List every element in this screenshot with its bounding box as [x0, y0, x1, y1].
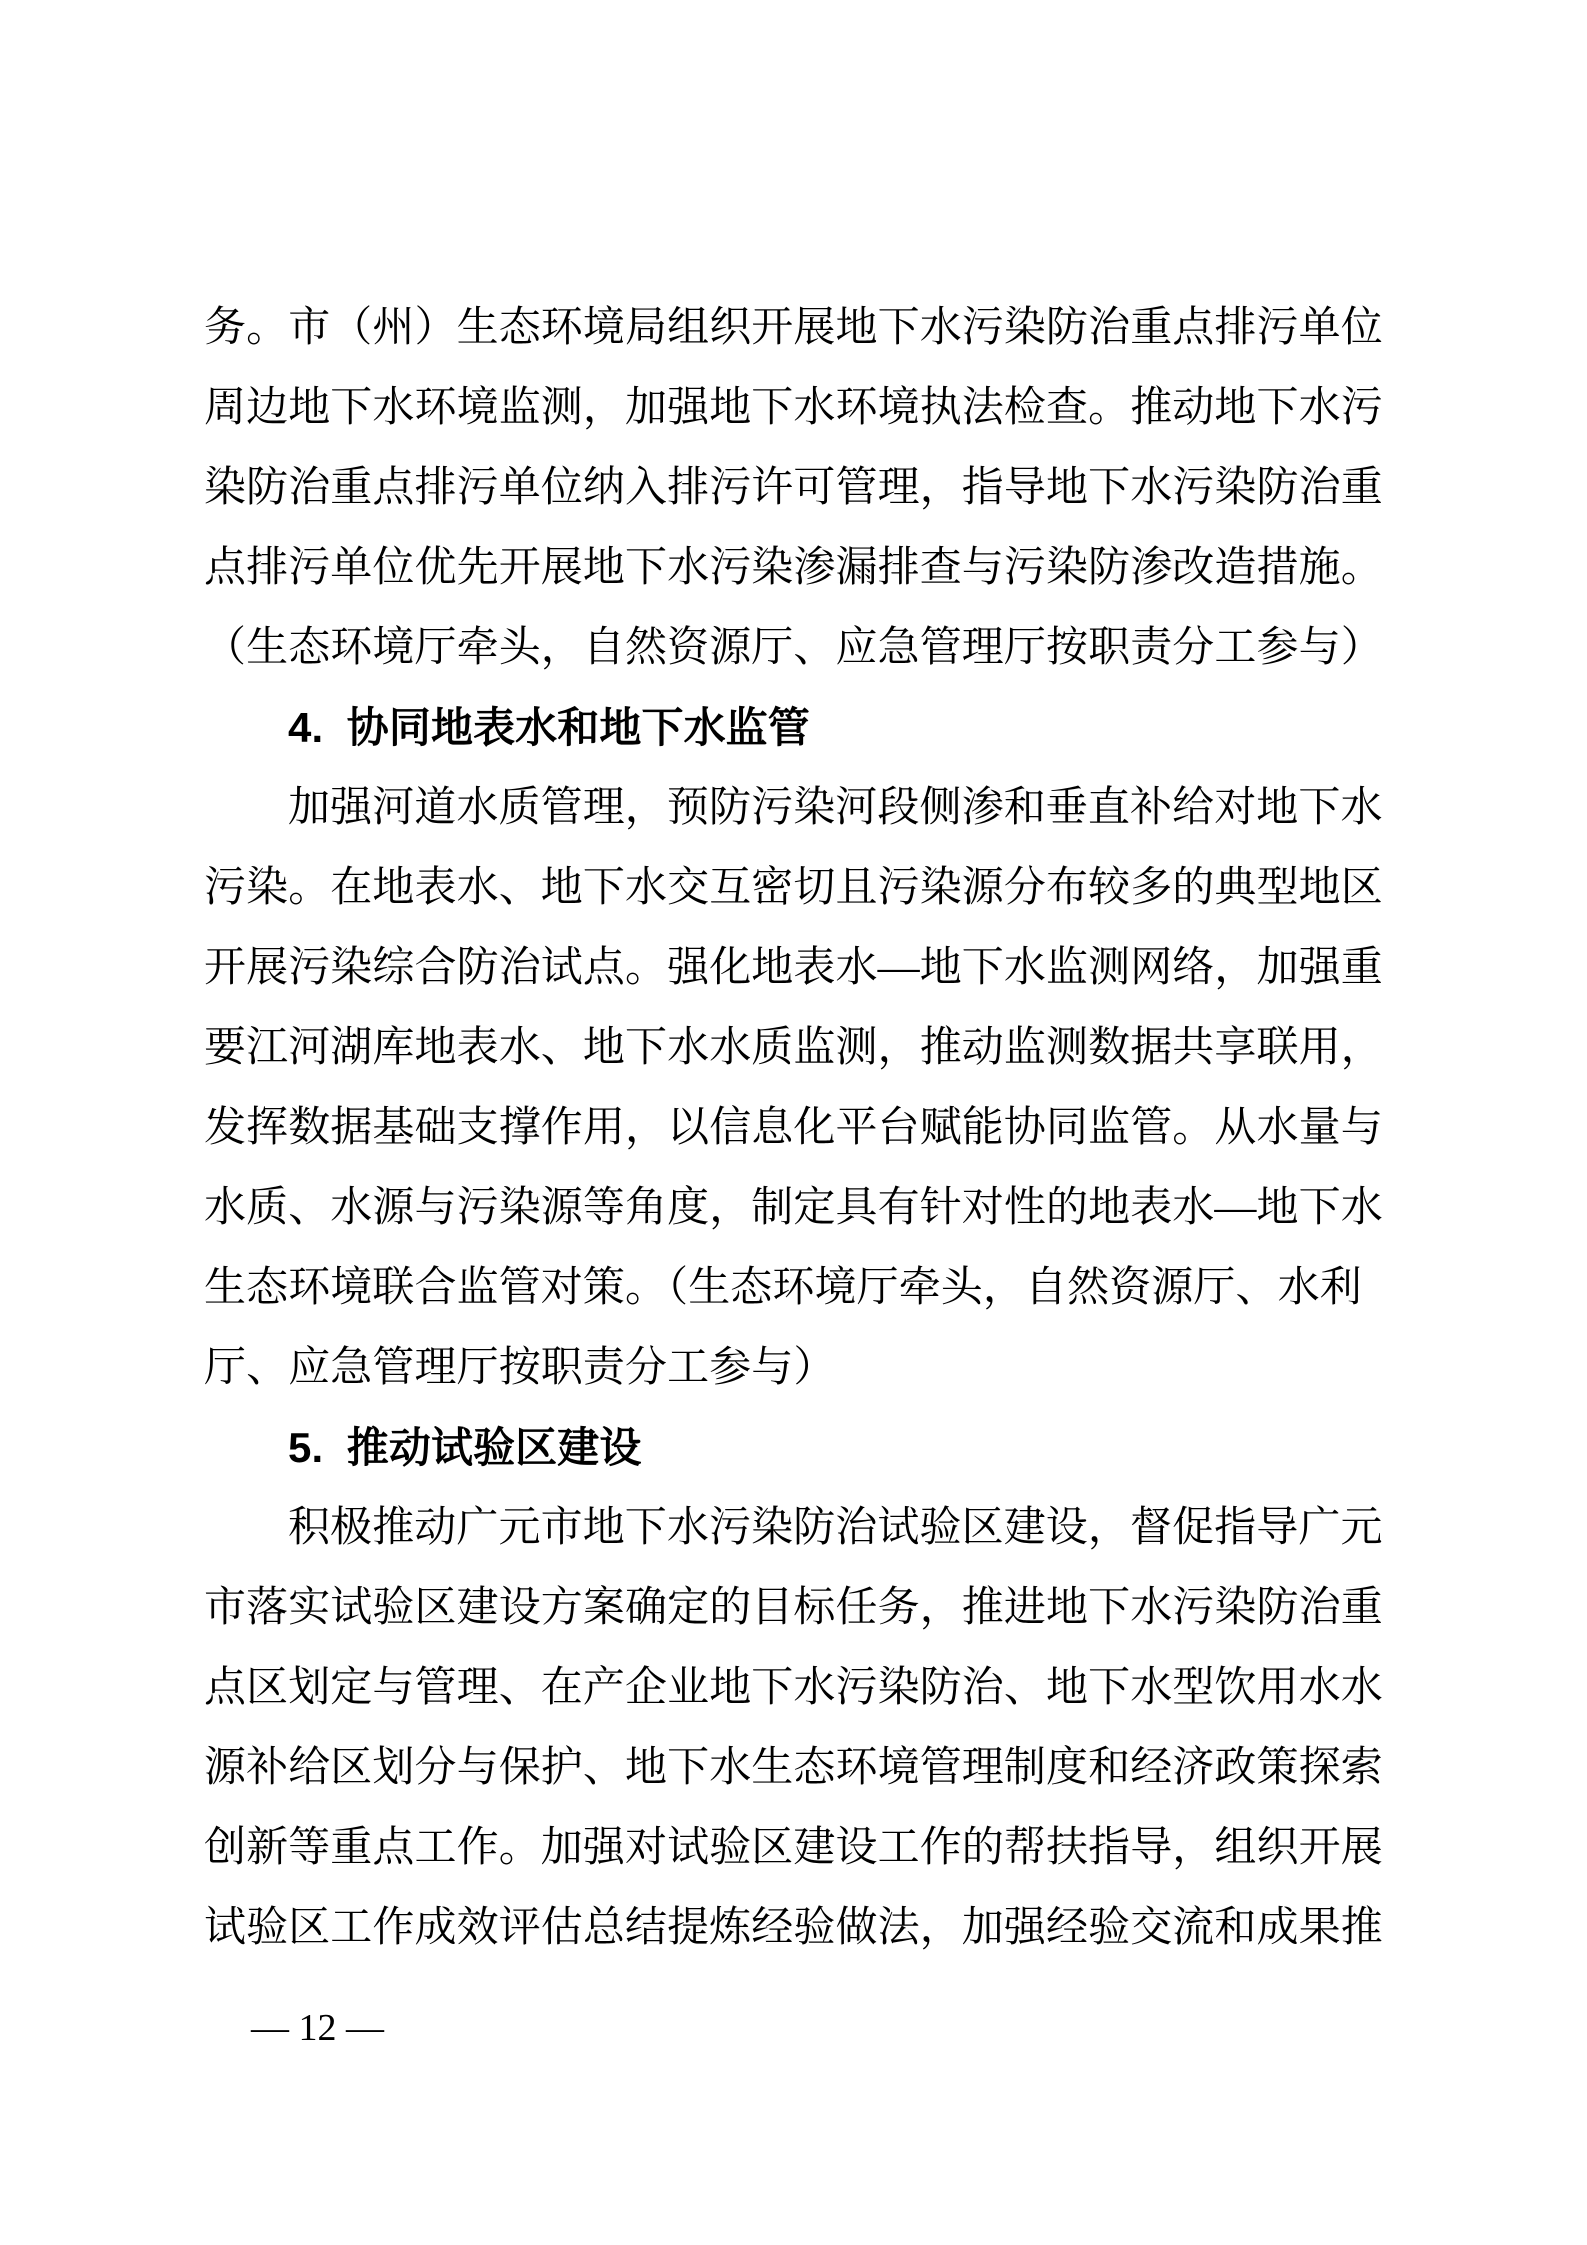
page-number: — 12 — — [251, 2007, 384, 2049]
body-line: 染防治重点排污单位纳入排污许可管理，指导地下水污染防治重 — [204, 465, 1383, 511]
body-line: 水质、水源与污染源等角度，制定具有针对性的地表水—地下水 — [204, 1185, 1383, 1231]
body-line: 试验区工作成效评估总结提炼经验做法，加强经验交流和成果推 — [204, 1905, 1383, 1951]
body-line: 开展污染综合防治试点。强化地表水—地下水监测网络，加强重 — [204, 945, 1383, 991]
body-line: 要江河湖库地表水、地下水水质监测，推动监测数据共享联用， — [204, 1025, 1383, 1071]
body-line: 市落实试验区建设方案确定的目标任务，推进地下水污染防治重 — [204, 1585, 1383, 1631]
body-line: 周边地下水环境监测，加强地下水环境执法检查。推动地下水污 — [204, 385, 1383, 431]
body-line: 创新等重点工作。加强对试验区建设工作的帮扶指导，组织开展 — [204, 1825, 1383, 1871]
body-line: 污染。在地表水、地下水交互密切且污染源分布较多的典型地区 — [204, 865, 1383, 911]
body-line: 厅、应急管理厅按职责分工参与） — [204, 1345, 836, 1391]
document-body — [204, 288, 1384, 1968]
body-line: （生态环境厅牵头，自然资源厅、应急管理厅按职责分工参与） — [204, 625, 1383, 671]
body-line: 积极推动广元市地下水污染防治试验区建设，督促指导广元 — [288, 1505, 1383, 1551]
body-line: 加强河道水质管理，预防污染河段侧渗和垂直补给对地下水 — [288, 785, 1383, 831]
section-heading-4: 4. 协同地表水和地下水监管 — [288, 704, 810, 751]
body-line: 务。市（州）生态环境局组织开展地下水污染防治重点排污单位 — [204, 305, 1383, 351]
body-line: 源补给区划分与保护、地下水生态环境管理制度和经济政策探索 — [204, 1745, 1383, 1791]
body-line: 点区划定与管理、在产企业地下水污染防治、地下水型饮用水水 — [204, 1665, 1383, 1711]
body-line: 点排污单位优先开展地下水污染渗漏排查与污染防渗改造措施。 — [204, 545, 1383, 591]
body-line: 发挥数据基础支撑作用，以信息化平台赋能协同监管。从水量与 — [204, 1105, 1383, 1151]
body-line: 生态环境联合监管对策。（生态环境厅牵头，自然资源厅、水利 — [204, 1265, 1362, 1311]
section-heading-5: 5. 推动试验区建设 — [288, 1424, 642, 1471]
